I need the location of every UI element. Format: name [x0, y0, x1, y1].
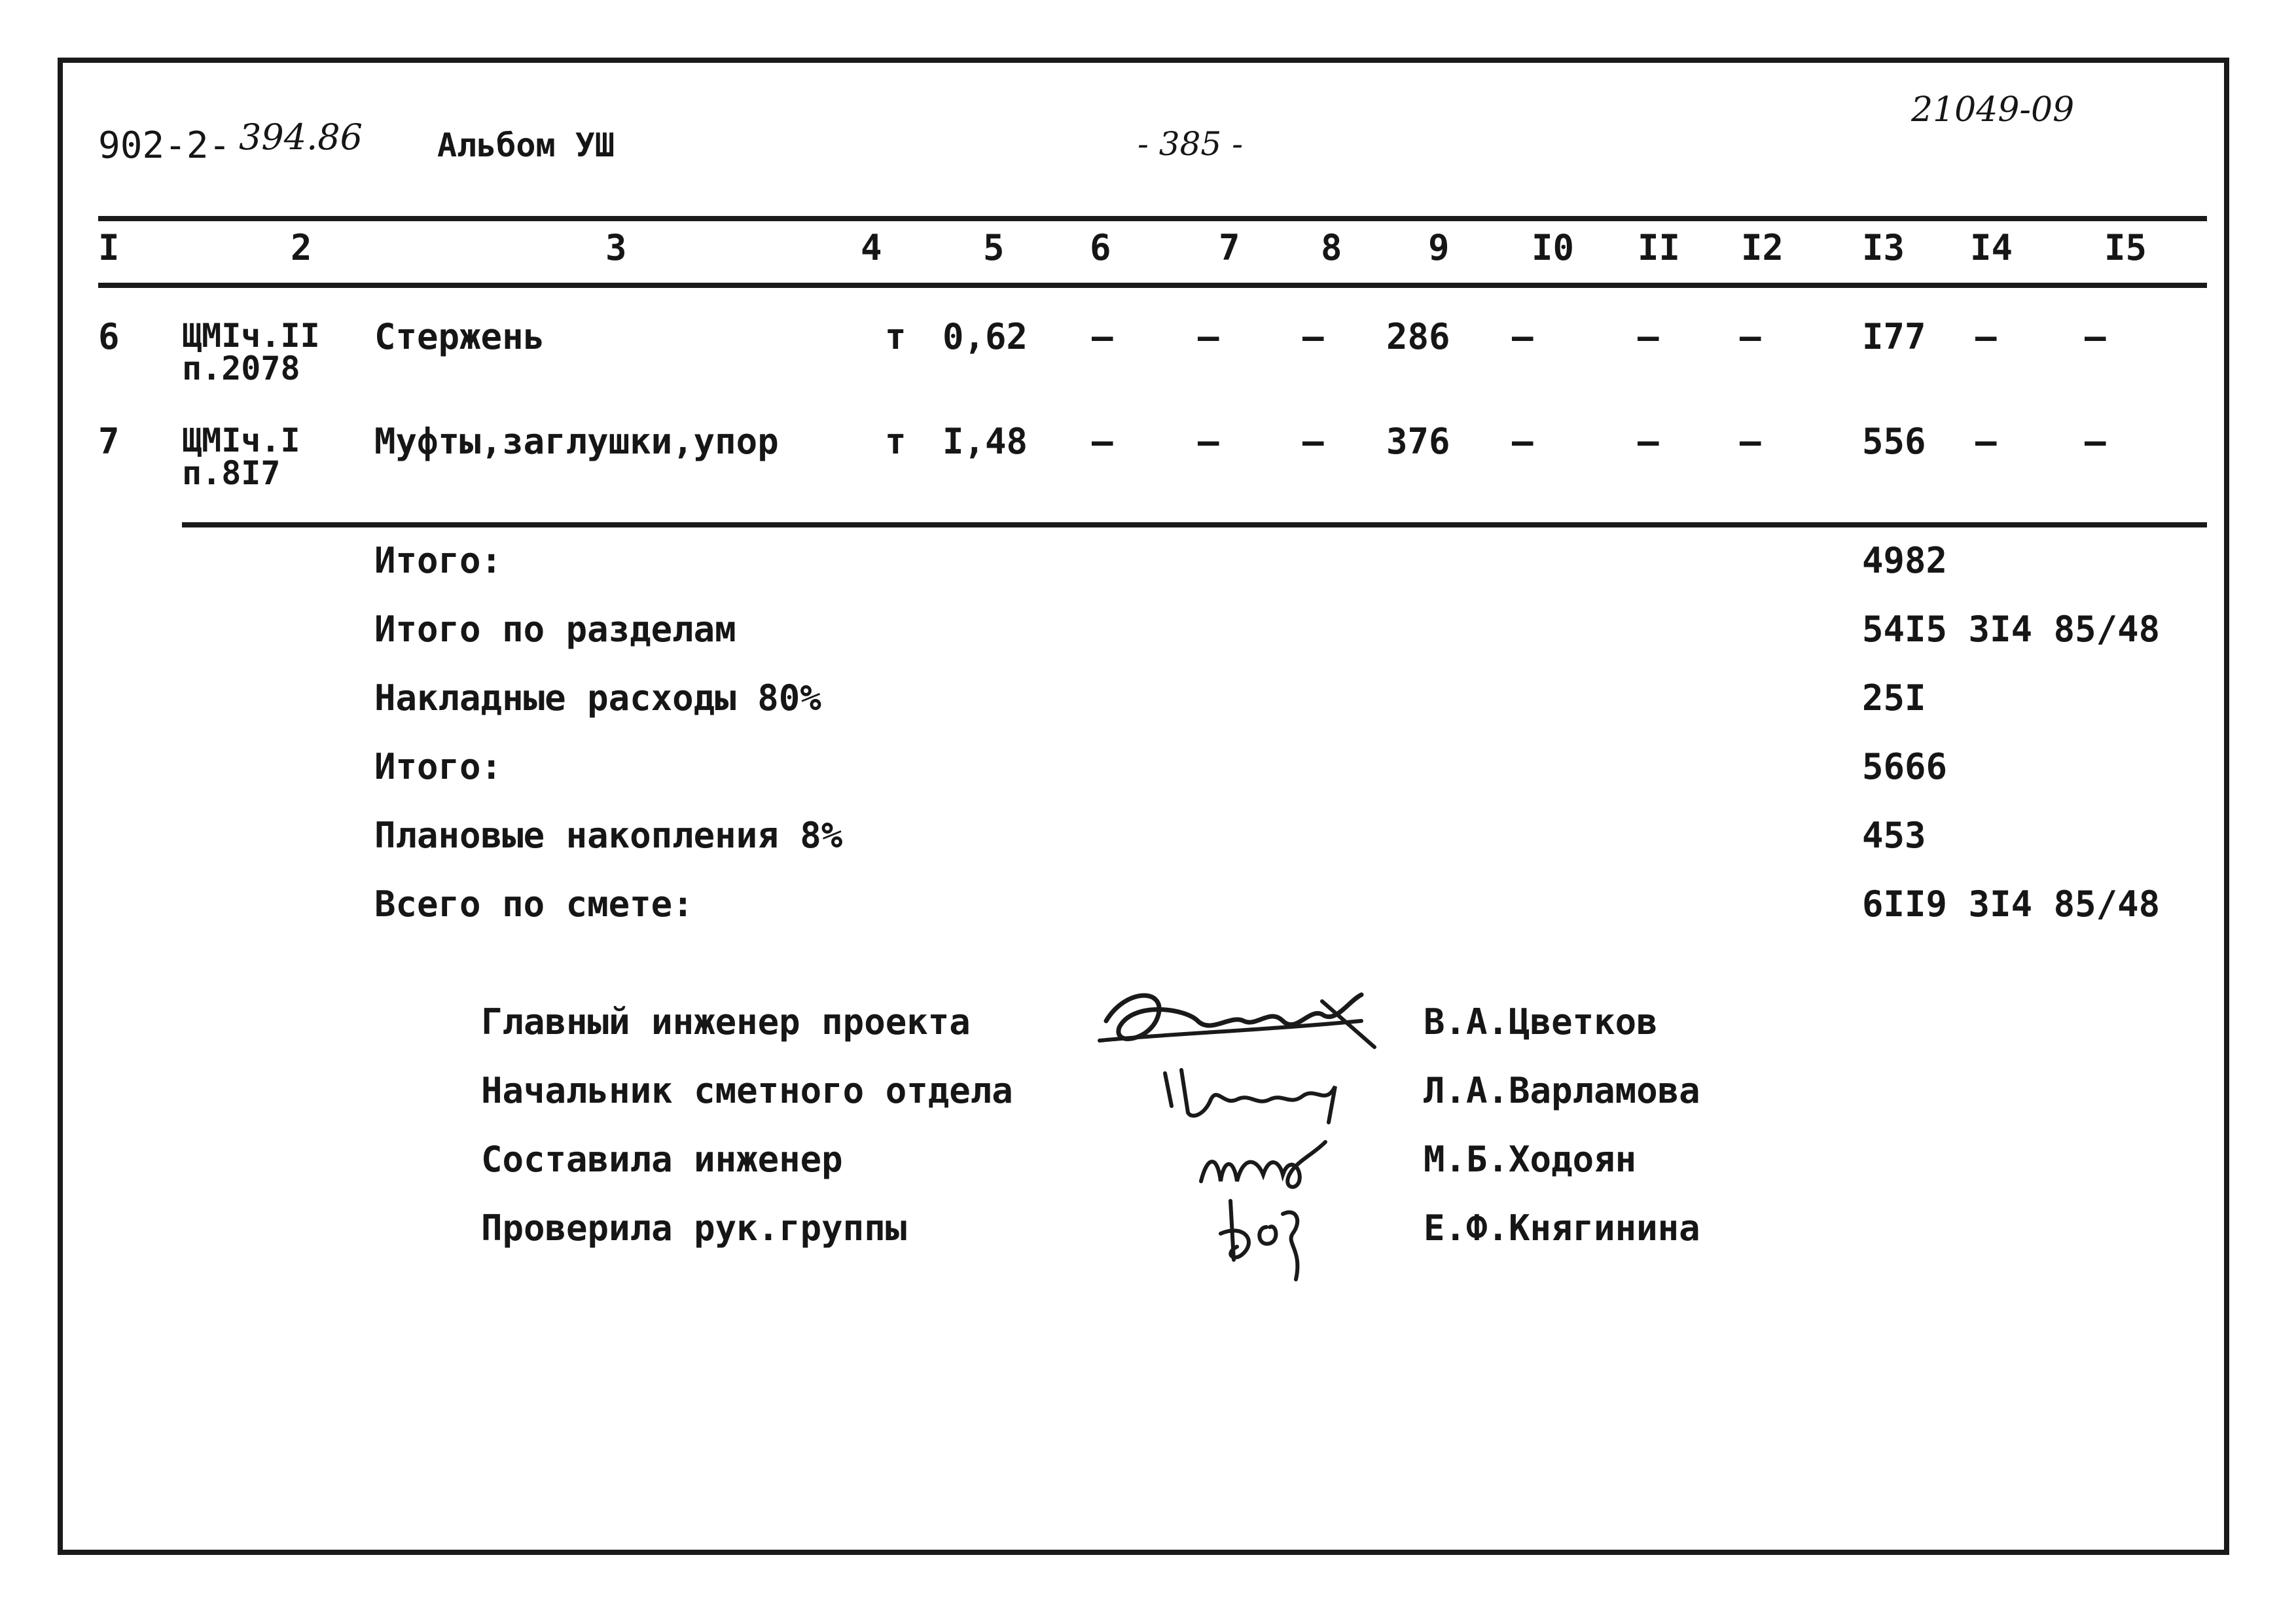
row-col11: – [1638, 316, 1659, 357]
planned-savings-value: 453 [1862, 815, 1926, 856]
total-value: 4982 [1862, 540, 1948, 581]
row-col11: – [1638, 421, 1659, 462]
signature-name: В.А.Цветков [1424, 1001, 1658, 1043]
row-col14: – [1975, 316, 1997, 357]
row-col13: 556 [1862, 421, 1926, 462]
row-col13: I77 [1862, 316, 1926, 357]
row-number: 7 [98, 421, 120, 462]
header-rule-top [98, 216, 2207, 221]
column-header-13: I3 [1862, 227, 1905, 268]
column-header-1: I [98, 227, 120, 268]
signature-name: Л.А.Варламова [1424, 1070, 1700, 1111]
row-col14: – [1975, 421, 1997, 462]
signature-name: Е.Ф.Княгинина [1424, 1207, 1700, 1249]
subtotal-value: 5666 [1862, 746, 1948, 787]
page-number: - 385 - [1138, 125, 1244, 163]
signature-role: Составила инженер [481, 1139, 843, 1180]
row-name: Стержень [374, 316, 545, 357]
row-col9: 286 [1386, 316, 1450, 357]
signature-name: М.Б.Ходоян [1424, 1139, 1637, 1180]
column-header-8: 8 [1321, 227, 1342, 268]
row-quantity: 0,62 [942, 316, 1028, 357]
signature-mark-chief-engineer [1086, 975, 1414, 1073]
row-reference: ЩМIч.I [182, 421, 300, 459]
album-label: Альбом УШ [437, 126, 615, 164]
table-body-rule [182, 522, 2207, 527]
grand-total-value: 6II9 3I4 85/48 [1862, 883, 2161, 925]
signature-role: Начальник сметного отдела [481, 1070, 1013, 1111]
column-header-11: II [1638, 227, 1681, 268]
column-header-3: 3 [605, 227, 627, 268]
sections-total-value: 54I5 3I4 85/48 [1862, 609, 2161, 650]
overhead-label: Накладные расходы 80% [374, 677, 821, 719]
document-code-prefix: 902-2- [98, 124, 231, 167]
planned-savings-label: Плановые накопления 8% [374, 815, 843, 856]
signature-mark-group-leader [1204, 1188, 1335, 1286]
sections-total-label: Итого по разделам [374, 609, 736, 650]
row-col15: – [2085, 421, 2106, 462]
row-unit: т [885, 421, 906, 462]
archive-number: 21049-09 [1911, 90, 2075, 130]
column-header-5: 5 [983, 227, 1005, 268]
column-header-7: 7 [1219, 227, 1240, 268]
row-col7: – [1198, 421, 1219, 462]
signature-mark-estimate-head [1152, 1060, 1361, 1132]
row-col12: – [1740, 421, 1761, 462]
row-reference-clause: п.8I7 [182, 454, 281, 492]
column-header-2: 2 [291, 227, 312, 268]
row-quantity: I,48 [942, 421, 1028, 462]
column-header-10: I0 [1532, 227, 1575, 268]
document-code-suffix: 394.86 [239, 116, 363, 158]
row-col6: – [1092, 421, 1113, 462]
column-header-12: I2 [1741, 227, 1784, 268]
row-number: 6 [98, 316, 120, 357]
column-header-4: 4 [861, 227, 882, 268]
signature-role: Главный инженер проекта [481, 1001, 971, 1043]
grand-total-label: Всего по смете: [374, 883, 694, 925]
row-col10: – [1512, 421, 1534, 462]
total-label: Итого: [374, 540, 503, 581]
row-col6: – [1092, 316, 1113, 357]
row-col9: 376 [1386, 421, 1450, 462]
row-reference-clause: п.2078 [182, 349, 300, 387]
row-col12: – [1740, 316, 1761, 357]
header-rule-bottom [98, 283, 2207, 288]
row-reference: ЩМIч.II [182, 317, 320, 355]
column-header-6: 6 [1090, 227, 1111, 268]
row-col10: – [1512, 316, 1534, 357]
row-col8: – [1302, 421, 1324, 462]
row-col15: – [2085, 316, 2106, 357]
signature-role: Проверила рук.группы [481, 1207, 907, 1249]
column-header-9: 9 [1428, 227, 1450, 268]
row-col7: – [1198, 316, 1219, 357]
column-header-15: I5 [2104, 227, 2147, 268]
subtotal-label: Итого: [374, 746, 503, 787]
overhead-value: 25I [1862, 677, 1926, 719]
row-col8: – [1302, 316, 1324, 357]
row-name: Муфты,заглушки,упор [374, 421, 779, 462]
row-unit: т [885, 316, 906, 357]
column-header-14: I4 [1970, 227, 2013, 268]
